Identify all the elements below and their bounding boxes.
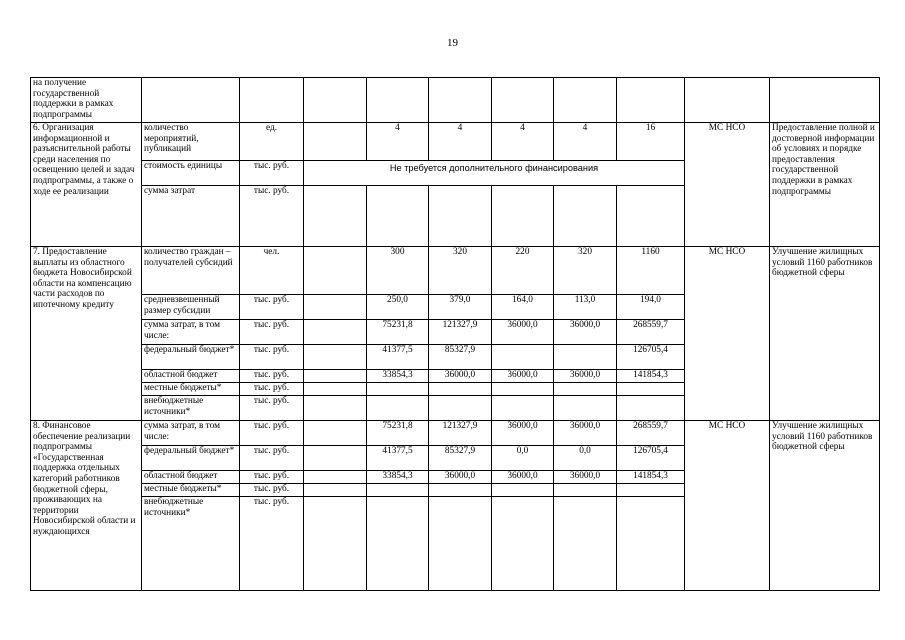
indicator-cell: сумма затрат bbox=[142, 186, 240, 247]
indicator-cell: федеральный бюджет* bbox=[142, 446, 240, 471]
value-cell: 85327,9 bbox=[429, 345, 492, 370]
value-cell: 36000,0 bbox=[492, 471, 554, 484]
value-cell: 36000,0 bbox=[554, 471, 617, 484]
value-cell: 126705,4 bbox=[617, 446, 685, 471]
unit-cell: тыс. руб. bbox=[240, 421, 304, 446]
unit-cell: ед. bbox=[240, 123, 304, 161]
unit-cell: тыс. руб. bbox=[240, 484, 304, 497]
value-cell: 41377,5 bbox=[367, 446, 429, 471]
value-cell: 379,0 bbox=[429, 295, 492, 320]
unit-cell: тыс. руб. bbox=[240, 396, 304, 421]
value-cell: 4 bbox=[554, 123, 617, 161]
section-6-name: 6. Организация информационной и разъяснительной работы среди населения по освещению целей и задач подпрограммы, а также о ходе ее реализации bbox=[31, 123, 142, 247]
value-cell: 113,0 bbox=[554, 295, 617, 320]
value-cell: 33854,3 bbox=[367, 471, 429, 484]
value-cell bbox=[429, 497, 492, 591]
continuation-cell: на получение государственной поддержки в рамках подпрограммы bbox=[31, 78, 142, 123]
result-cell: Предоставление полной и достоверной информации об условиях и порядке предоставления государственной поддержки в рамках подпрограммы bbox=[770, 123, 880, 247]
indicator-cell: количество граждан – получателей субсидий bbox=[142, 247, 240, 295]
unit-cell: чел. bbox=[240, 247, 304, 295]
indicator-cell: областной бюджет bbox=[142, 370, 240, 383]
value-cell bbox=[429, 484, 492, 497]
value-cell: 41377,5 bbox=[367, 345, 429, 370]
indicator-cell: местные бюджеты* bbox=[142, 484, 240, 497]
value-cell: 4 bbox=[367, 123, 429, 161]
indicator-cell: средневзвешенный размер субсидии bbox=[142, 295, 240, 320]
value-cell bbox=[554, 484, 617, 497]
value-cell: 164,0 bbox=[492, 295, 554, 320]
page-number: 19 bbox=[447, 37, 458, 49]
unit-cell: тыс. руб. bbox=[240, 370, 304, 383]
value-cell: 141854,3 bbox=[617, 370, 685, 383]
section-7-name: 7. Предоставление выплаты из областного бюджета Новосибирской области на компенсацию части расходов по ипотечному кредиту bbox=[31, 247, 142, 421]
value-cell: 320 bbox=[554, 247, 617, 295]
value-cell bbox=[617, 396, 685, 421]
executor-cell: МС НСО bbox=[685, 247, 770, 421]
result-cell: Улучшение жилищных условий 1160 работников бюджетной сферы bbox=[770, 247, 880, 421]
value-cell bbox=[554, 383, 617, 396]
value-cell bbox=[367, 497, 429, 591]
value-cell bbox=[617, 484, 685, 497]
value-cell: 0,0 bbox=[554, 446, 617, 471]
value-cell bbox=[554, 345, 617, 370]
table-row bbox=[31, 421, 880, 446]
value-cell: 36000,0 bbox=[492, 370, 554, 383]
value-cell: 36000,0 bbox=[554, 421, 617, 446]
value-cell bbox=[492, 383, 554, 396]
table-row bbox=[31, 123, 880, 161]
value-cell bbox=[617, 497, 685, 591]
value-cell: 75231,8 bbox=[367, 421, 429, 446]
value-cell bbox=[429, 396, 492, 421]
no-funding-note: Не требуется дополнительного финансирования bbox=[304, 161, 685, 186]
indicator-cell: стоимость единицы bbox=[142, 161, 240, 186]
value-cell bbox=[492, 345, 554, 370]
table-row bbox=[31, 247, 880, 295]
value-cell: 220 bbox=[492, 247, 554, 295]
value-cell: 36000,0 bbox=[554, 370, 617, 383]
unit-cell: тыс. руб. bbox=[240, 295, 304, 320]
value-cell: 250,0 bbox=[367, 295, 429, 320]
section-8-name: 8. Финансовое обеспечение реализации подпрограммы «Государственная поддержка отдельных категорий работников бюджетной сферы, проживающих на территории Новосибирской области и нуждающихся bbox=[31, 421, 142, 591]
value-cell bbox=[367, 484, 429, 497]
value-cell: 36000,0 bbox=[429, 471, 492, 484]
value-cell: 300 bbox=[367, 247, 429, 295]
value-cell bbox=[492, 396, 554, 421]
value-cell bbox=[554, 396, 617, 421]
value-cell bbox=[554, 497, 617, 591]
value-cell bbox=[492, 497, 554, 591]
unit-cell: тыс. руб. bbox=[240, 186, 304, 247]
unit-cell: тыс. руб. bbox=[240, 320, 304, 345]
value-cell: 121327,9 bbox=[429, 320, 492, 345]
value-cell bbox=[492, 484, 554, 497]
indicator-cell: областной бюджет bbox=[142, 471, 240, 484]
unit-cell: тыс. руб. bbox=[240, 383, 304, 396]
table-row-continuation bbox=[31, 78, 880, 123]
indicator-cell: местные бюджеты* bbox=[142, 383, 240, 396]
value-cell: 36000,0 bbox=[429, 370, 492, 383]
executor-cell: МС НСО bbox=[685, 123, 770, 247]
unit-cell: тыс. руб. bbox=[240, 161, 304, 186]
value-cell bbox=[367, 396, 429, 421]
indicator-cell: сумма затрат, в том числе: bbox=[142, 421, 240, 446]
indicator-cell: количество мероприятий, публикаций bbox=[142, 123, 240, 161]
indicator-cell: внебюджетные источники* bbox=[142, 497, 240, 591]
indicator-cell: федеральный бюджет* bbox=[142, 345, 240, 370]
executor-cell: МС НСО bbox=[685, 421, 770, 591]
value-cell bbox=[429, 383, 492, 396]
unit-cell: тыс. руб. bbox=[240, 471, 304, 484]
result-cell: Улучшение жилищных условий 1160 работников бюджетной сферы bbox=[770, 421, 880, 591]
value-cell: 268559,7 bbox=[617, 320, 685, 345]
unit-cell: тыс. руб. bbox=[240, 497, 304, 591]
value-cell bbox=[617, 383, 685, 396]
value-cell: 36000,0 bbox=[554, 320, 617, 345]
value-cell: 36000,0 bbox=[492, 320, 554, 345]
value-cell: 194,0 bbox=[617, 295, 685, 320]
value-cell: 4 bbox=[492, 123, 554, 161]
value-cell: 4 bbox=[429, 123, 492, 161]
unit-cell: тыс. руб. bbox=[240, 345, 304, 370]
value-cell: 33854,3 bbox=[367, 370, 429, 383]
value-cell: 121327,9 bbox=[429, 421, 492, 446]
value-cell: 320 bbox=[429, 247, 492, 295]
value-cell: 126705,4 bbox=[617, 345, 685, 370]
value-cell bbox=[367, 383, 429, 396]
value-cell: 85327,9 bbox=[429, 446, 492, 471]
value-cell: 268559,7 bbox=[617, 421, 685, 446]
value-cell: 141854,3 bbox=[617, 471, 685, 484]
indicator-cell: внебюджетные источники* bbox=[142, 396, 240, 421]
program-table bbox=[30, 77, 880, 591]
value-cell: 16 bbox=[617, 123, 685, 161]
unit-cell: тыс. руб. bbox=[240, 446, 304, 471]
indicator-cell: сумма затрат, в том числе: bbox=[142, 320, 240, 345]
value-cell: 1160 bbox=[617, 247, 685, 295]
value-cell: 0,0 bbox=[492, 446, 554, 471]
value-cell: 75231,8 bbox=[367, 320, 429, 345]
value-cell: 36000,0 bbox=[492, 421, 554, 446]
